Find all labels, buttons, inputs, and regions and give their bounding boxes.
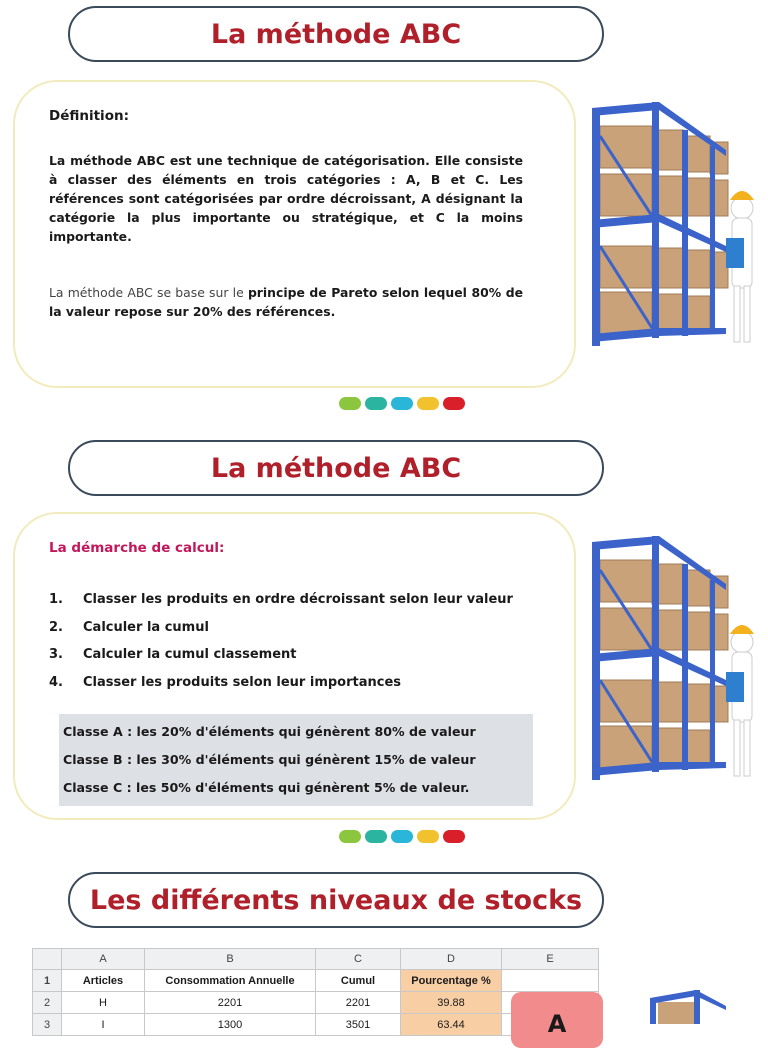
step-text: Classer les produits en ordre décroissant selon leur valeur [83,592,513,607]
definition-body: La méthode ABC est une technique de catégorisation. Elle consiste à classer des éléments en trois catégories : A, B et C. Les références sont catégorisées par ordre décroissant, A désignant la catégorie la plus importante ou stratégique, et C la moins importante. [49,153,523,244]
section2-title: La méthode ABC [210,452,462,484]
step-item [49,620,549,648]
step-number: 1. [49,592,63,607]
corner-cell [33,949,62,970]
dot-yellow [417,830,439,843]
step-text: Classer les produits selon leur importances [83,674,402,690]
empty-cell [502,970,599,992]
class-b-text: Classe B : les 30% d'éléments qui génèrent 15% de valeur [63,752,476,767]
step-number: 2. [49,619,63,635]
col-letter: A [62,949,145,970]
header-pourcentage: Pourcentage % [401,970,502,992]
cell-cumul: 2201 [316,992,401,1014]
header-cumul: Cumul [316,970,401,992]
class-c-text: Classe C : les 50% d'éléments qui génèrent 5% de valeur. [63,780,470,795]
step-number: 3. [49,647,63,662]
section2-title-pill [68,440,604,496]
class-a-text: Classe A : les 20% d'éléments qui génèrent 80% de valeur [63,724,476,739]
table-row [33,970,599,992]
class-a-badge: A [511,992,603,1048]
pareto-text [49,283,523,321]
pareto-bold: principe de Pareto selon lequel 80% de la valeur repose sur 20% des références. [49,285,523,319]
header-articles: Articles [62,970,145,992]
section1-title: La méthode ABC [210,18,462,50]
cell-article: H [62,992,145,1014]
definition-card [13,80,576,388]
cell-pct: 39.88 [401,992,502,1014]
step-number: 4. [49,674,63,690]
step-item [49,647,549,675]
cell-pct: 63.44 [401,1014,502,1036]
cell-cumul: 3501 [316,1014,401,1036]
cell-article: I [62,1014,145,1036]
step-item [49,675,549,703]
definition-text [49,151,523,246]
col-letter: D [401,949,502,970]
column-letter-row [33,949,599,970]
dot-teal [365,830,387,843]
cell-conso: 1300 [145,1014,316,1036]
row-number: 2 [33,992,62,1014]
col-letter: C [316,949,401,970]
definition-heading: Définition: [49,108,129,124]
section3-title: Les différents niveaux de stocks [89,884,583,916]
color-dots-2 [339,830,465,844]
dot-cyan [391,397,413,410]
dot-red [443,830,465,843]
dot-yellow [417,397,439,410]
dot-green [339,830,361,843]
col-letter: B [145,949,316,970]
warehouse-shelf-illustration [586,96,766,352]
calculation-card [13,512,576,820]
warehouse-shelf-illustration [646,988,736,1024]
row-number: 3 [33,1014,62,1036]
steps-list [49,592,549,702]
section3-title-pill [68,872,604,928]
dot-cyan [391,830,413,843]
step-text: Calculer la cumul [83,619,209,635]
step-item [49,592,549,620]
row-number: 1 [33,970,62,992]
dot-green [339,397,361,410]
section1-title-pill [68,6,604,62]
color-dots-1 [339,397,465,411]
dot-red [443,397,465,410]
warehouse-shelf-illustration [586,530,766,786]
col-letter: E [502,949,599,970]
pareto-intro: La méthode ABC se base sur le [49,285,248,300]
step-text: Calculer la cumul classement [83,647,297,662]
calculation-heading: La démarche de calcul: [49,540,225,556]
dot-teal [365,397,387,410]
header-consommation: Consommation Annuelle [145,970,316,992]
cell-conso: 2201 [145,992,316,1014]
classes-box [59,714,533,806]
